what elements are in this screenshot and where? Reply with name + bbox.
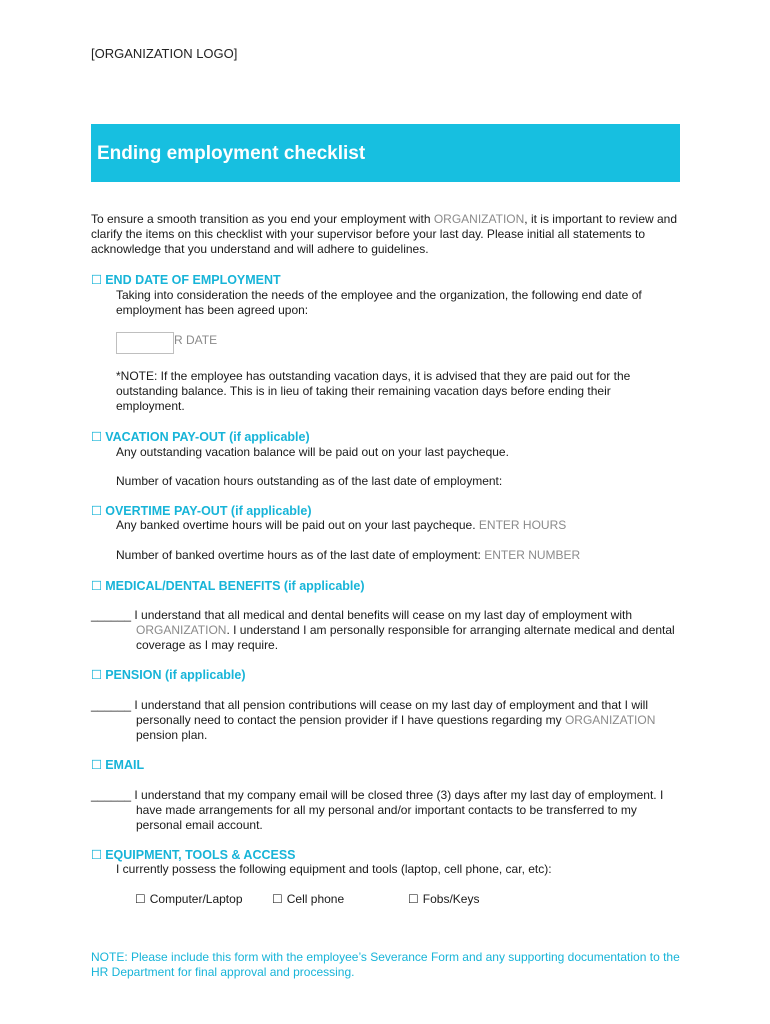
pension-text-rest: pension plan. (136, 728, 208, 742)
section-heading-label: EQUIPMENT, TOOLS & ACCESS (105, 848, 296, 862)
section-overtime-heading (91, 503, 312, 518)
checkbox-icon[interactable]: ☐ (91, 504, 103, 518)
checkbox-icon[interactable]: ☐ (91, 579, 103, 593)
section-equipment-heading (91, 847, 296, 862)
overtime-hours-row (116, 548, 680, 563)
organization-logo-placeholder: [ORGANIZATION LOGO] (91, 46, 238, 61)
section-end-date-heading (91, 272, 281, 287)
section-vacation-heading (91, 429, 310, 444)
intro-text-rest: , it is important to review and clarify the items on this checklist with your supervisor before your last day. Please initial all statements to acknowledge that you understand and will adhere to guidelines. (91, 212, 678, 256)
email-acknowledgement (91, 788, 681, 833)
pension-text: I understand that all pension contributions will cease on my last day of employment and that I will personally need to contact the pension provider if I have questions regarding my (134, 698, 648, 727)
overtime-text (116, 518, 680, 533)
checkbox-icon[interactable]: ☐ (91, 273, 103, 287)
enter-number-field[interactable]: ENTER NUMBER (484, 548, 581, 562)
checkbox-icon[interactable]: ☐ (91, 668, 103, 682)
checkbox-icon[interactable]: ☐ (135, 892, 146, 906)
section-medical-heading (91, 578, 365, 593)
organization-field[interactable]: ORGANIZATION (564, 713, 656, 727)
equipment-text: I currently possess the following equipment and tools (laptop, cell phone, car, etc): (116, 862, 552, 876)
page-title: Ending employment checklist (97, 143, 366, 164)
section-heading-label: PENSION (if applicable) (105, 668, 246, 682)
initial-blank[interactable]: ______ (91, 788, 132, 802)
section-heading-label: VACATION PAY-OUT (if applicable) (105, 430, 310, 444)
initial-blank[interactable]: ______ (91, 608, 132, 622)
equipment-item-label: Computer/Laptop (149, 892, 243, 906)
email-text: I understand that my company email will be closed three (3) days after my last day of employment. I have made arrangements for all my personal and/or important contacts to be transferred to my personal email account. (134, 788, 664, 832)
organization-field[interactable]: ORGANIZATION (136, 623, 227, 637)
title-banner (91, 124, 680, 182)
organization-field[interactable]: ORGANIZATION (433, 212, 525, 226)
footer-note: NOTE: Please include this form with the employee’s Severance Form and any supporting documentation to the HR Department for final approval and processing. (91, 950, 680, 979)
overtime-text-label: Any banked overtime hours will be paid out on your last paycheque. (116, 518, 476, 532)
checkbox-icon[interactable]: ☐ (91, 758, 103, 772)
checkbox-icon[interactable]: ☐ (408, 892, 419, 906)
medical-text: I understand that all medical and dental benefits will cease on my last day of employment with (134, 608, 632, 622)
equipment-item-fobs-keys[interactable] (408, 892, 479, 906)
medical-acknowledgement (91, 608, 681, 653)
section-email-heading (91, 757, 144, 772)
section-heading-label: OVERTIME PAY-OUT (if applicable) (105, 504, 312, 518)
medical-text-rest: . I understand I am personally responsible for arranging alternate medical and dental coverage as I may require. (136, 623, 675, 652)
section-pension-heading (91, 667, 246, 682)
enter-hours-field[interactable]: ENTER HOURS (478, 518, 567, 532)
end-date-input[interactable] (116, 332, 174, 354)
intro-paragraph (91, 212, 681, 257)
vacation-hours-label: Number of vacation hours outstanding as of the last date of employment: (116, 474, 503, 488)
equipment-item-label: Cell phone (286, 892, 345, 906)
end-date-text: Taking into consideration the needs of the employee and the organization, the following end date of employment has been agreed upon: (116, 288, 642, 317)
end-date-placeholder[interactable]: R DATE (174, 333, 218, 347)
checkbox-icon[interactable]: ☐ (91, 848, 103, 862)
equipment-item-computer[interactable] (135, 892, 243, 906)
section-heading-label: EMAIL (105, 758, 145, 772)
section-heading-label: END DATE OF EMPLOYMENT (105, 273, 281, 287)
equipment-item-cell-phone[interactable] (272, 892, 344, 906)
overtime-hours-label: Number of banked overtime hours as of the last date of employment: (116, 548, 481, 562)
pension-acknowledgement (91, 698, 681, 743)
initial-blank[interactable]: ______ (91, 698, 132, 712)
vacation-note: *NOTE: If the employee has outstanding vacation days, it is advised that they are paid out for the outstanding balance. This is in lieu of taking their remaining vacation days before ending their employment. (116, 369, 631, 413)
intro-text: To ensure a smooth transition as you end your employment with (91, 212, 434, 226)
checkbox-icon[interactable]: ☐ (272, 892, 283, 906)
vacation-text: Any outstanding vacation balance will be paid out on your last paycheque. (116, 445, 509, 459)
equipment-item-label: Fobs/Keys (422, 892, 480, 906)
checkbox-icon[interactable]: ☐ (91, 430, 103, 444)
section-heading-label: MEDICAL/DENTAL BENEFITS (if applicable) (105, 579, 365, 593)
